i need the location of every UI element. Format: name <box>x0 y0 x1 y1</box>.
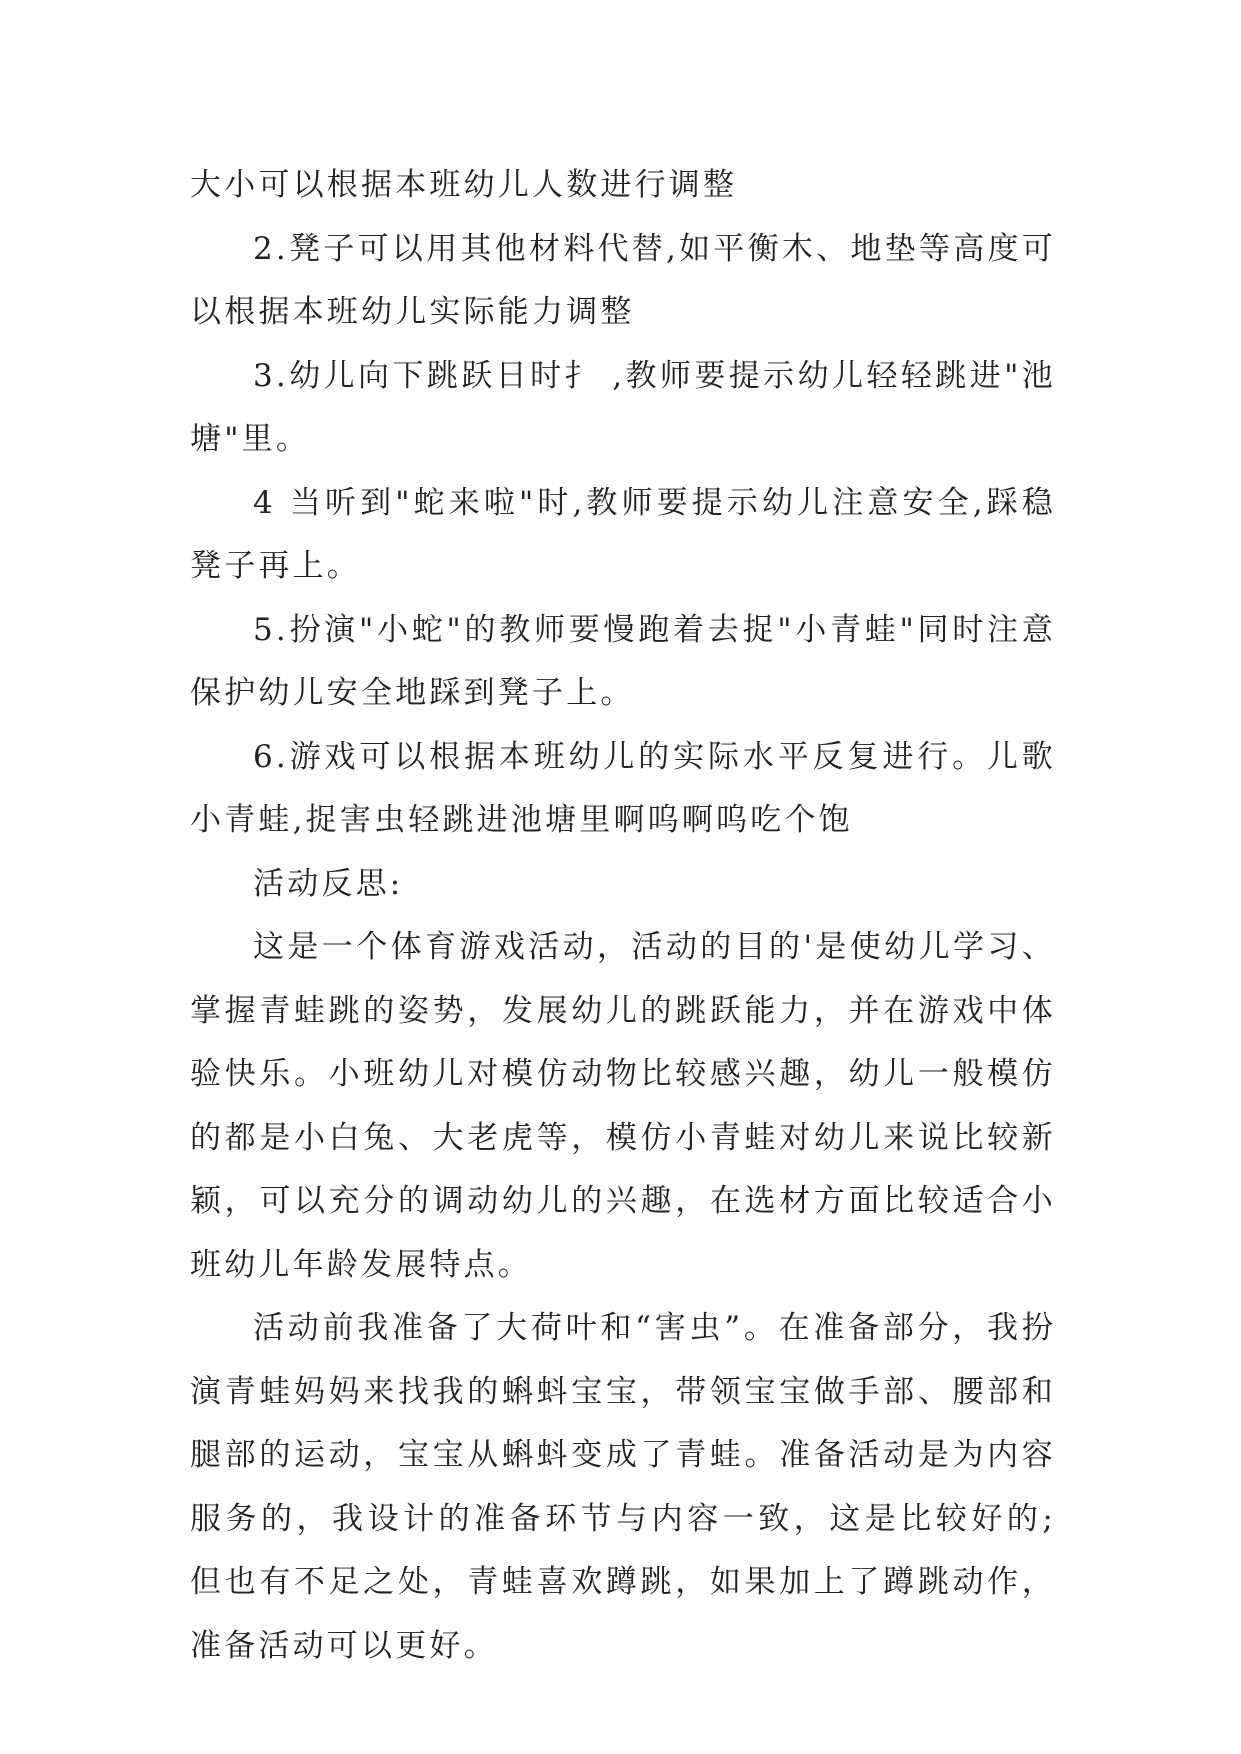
document-body <box>190 154 1056 1678</box>
paragraph-1: 大小可以根据本班幼儿人数进行调整 <box>190 167 738 203</box>
paragraph-reflection-1: 这是一个体育游戏活动，活动的目的'是使幼儿学习、掌握青蛙跳的姿势，发展幼儿的跳跃能力，并在游戏中体验快乐。小班幼儿对模仿动物比较感兴趣，幼儿一般模仿的都是小白兔、大老虎等，模仿小青蛙对幼儿来说比较新颖，可以充分的调动幼儿的兴趣，在选材方面比较适合小班幼儿年龄发展特点。 <box>190 929 1056 1283</box>
paragraph-6: 6.游戏可以根据本班幼儿的实际水平反复进行。儿歌小青蛙,捉害虫轻跳进池塘里啊呜啊呜吃个饱 <box>190 738 1056 838</box>
section-heading-reflection: 活动反思: <box>253 865 404 902</box>
paragraph-reflection-2: 活动前我准备了大荷叶和“害虫”。在准备部分，我扮演青蛙妈妈来找我的蝌蚪宝宝，带领宝宝做手部、腰部和腿部的运动，宝宝从蝌蚪变成了青蛙。准备活动是为内容服务的，我设计的准备环节与内容一致，这是比较好的;但也有不足之处，青蛙喜欢蹲跳，如果加上了蹲跳动作，准备活动可以更好。 <box>190 1310 1056 1664</box>
paragraph-3: 3.幼儿向下跳跃日时扌 ,教师要提示幼儿轻轻跳进"池塘"里。 <box>190 357 1056 457</box>
paragraph-4: 4 当听到"蛇来啦"时,教师要提示幼儿注意安全,踩稳凳子再上。 <box>190 484 1056 584</box>
paragraph-5: 5.扮演"小蛇"的教师要慢跑着去捉"小青蛙"同时注意保护幼儿安全地踩到凳子上。 <box>190 611 1056 711</box>
paragraph-2: 2.凳子可以用其他材料代替,如平衡木、地垫等高度可以根据本班幼儿实际能力调整 <box>190 230 1056 330</box>
